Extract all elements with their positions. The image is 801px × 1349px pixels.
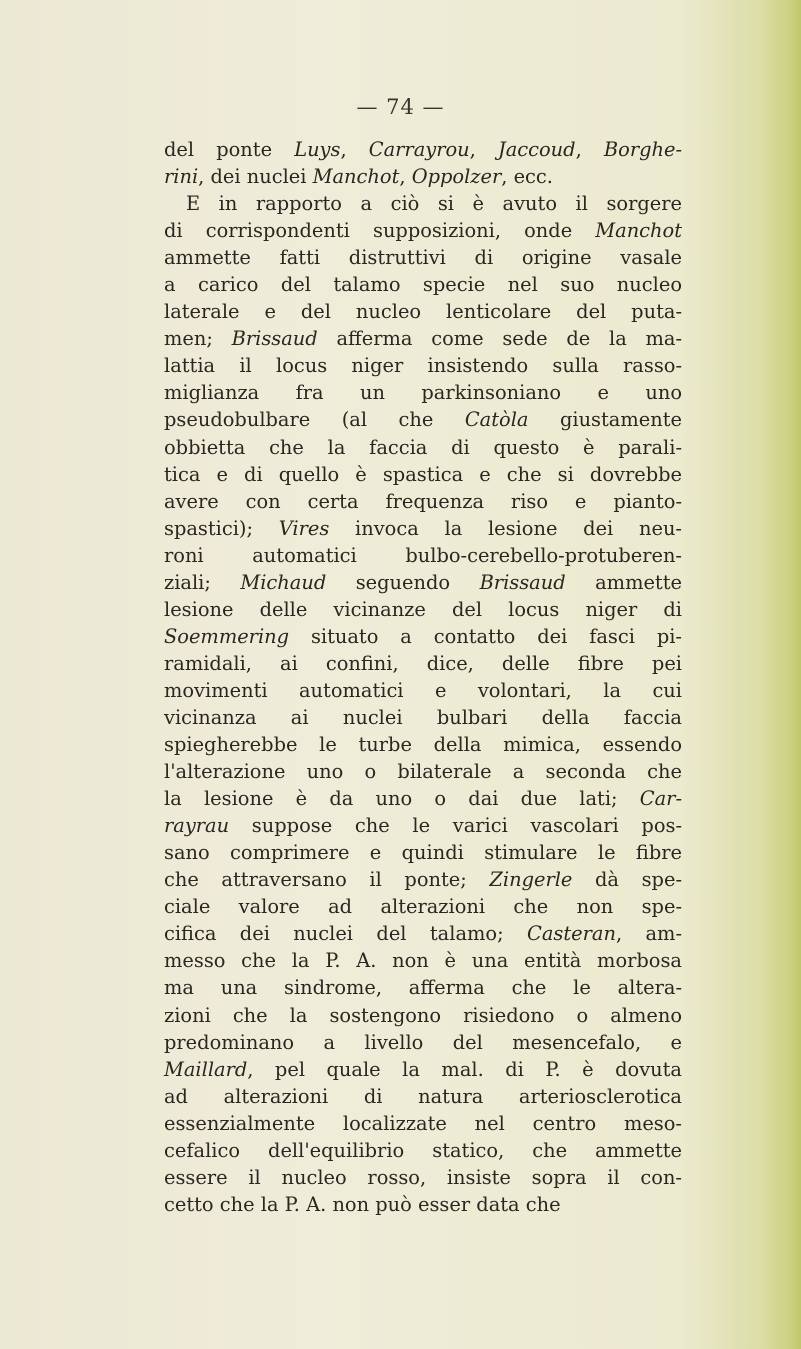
text-segment: a carico del talamo specie nel suo nucleo — [164, 273, 682, 297]
text-segment: afferma come sede de la ma- — [317, 327, 682, 351]
text-segment: men; — [164, 327, 232, 351]
text-segment: roni automatici bulbo-cerebello-protuberen- — [164, 543, 682, 567]
italic-name: Zingerle — [489, 868, 573, 892]
text-line — [164, 1137, 682, 1164]
text-segment: seguendo — [326, 570, 480, 594]
text-segment: , pel quale la mal. di P. è dovuta — [247, 1057, 682, 1081]
text-line — [164, 136, 682, 163]
text-line — [164, 704, 682, 731]
text-line — [164, 1029, 682, 1056]
italic-name: Brissaud — [231, 327, 318, 351]
text-line — [164, 352, 682, 379]
text-line — [164, 1083, 682, 1110]
body-text — [164, 136, 682, 1218]
text-segment: dà spe- — [572, 868, 682, 892]
text-line — [164, 244, 682, 271]
italic-name: Brissaud — [479, 570, 566, 594]
text-segment: predominano a livello del mesencefalo, e — [164, 1030, 682, 1054]
text-line — [164, 650, 682, 677]
text-segment: l'alterazione uno o bilaterale a seconda che — [164, 760, 682, 784]
text-line — [164, 974, 682, 1001]
text-line — [164, 785, 682, 812]
text-line — [164, 1164, 682, 1191]
text-segment: messo che la P. A. non è una entità morbosa — [164, 949, 682, 973]
text-segment: , — [340, 138, 369, 161]
text-segment: situato a contatto dei fasci pi- — [289, 624, 682, 648]
text-segment: miglianza fra un parkinsoniano e uno — [164, 381, 682, 405]
italic-name: Maillard — [164, 1057, 248, 1081]
text-line — [164, 1110, 682, 1137]
text-segment: essenzialmente localizzate nel centro meso- — [164, 1111, 682, 1135]
italic-name: Car- — [639, 787, 682, 811]
text-line — [164, 893, 682, 920]
text-segment: essere il nucleo rosso, insiste sopra il con- — [164, 1165, 682, 1189]
text-segment: ad alterazioni di natura arteriosclerotica — [164, 1084, 682, 1108]
text-line — [164, 677, 682, 704]
text-segment: la lesione è da uno o dai due lati; — [164, 787, 640, 811]
italic-name: Borghe- — [603, 138, 683, 161]
text-segment: cefalico dell'equilibrio statico, che ammette — [164, 1138, 682, 1162]
italic-name: Michaud — [240, 570, 327, 594]
text-line — [164, 596, 682, 623]
text-segment: , — [469, 138, 498, 161]
text-segment: movimenti automatici e volontari, la cui — [164, 678, 682, 702]
text-segment: ammette fatti distruttivi di origine vasale — [164, 246, 682, 270]
text-line — [164, 623, 682, 650]
text-line — [164, 488, 682, 515]
italic-name: Casteran — [527, 922, 616, 946]
text-segment: , — [399, 165, 412, 189]
text-line — [164, 325, 682, 352]
text-line — [164, 190, 682, 217]
text-line — [164, 1191, 682, 1218]
text-segment: cetto che la P. A. non può esser data che — [164, 1192, 561, 1216]
italic-name: Jaccoud — [497, 138, 576, 161]
text-segment: invoca la lesione dei neu- — [329, 516, 682, 540]
italic-name: Manchot — [595, 219, 682, 243]
text-line — [164, 271, 682, 298]
text-segment: lesione delle vicinanze del locus niger di — [164, 597, 682, 621]
text-segment: vicinanza ai nuclei bulbari della faccia — [164, 705, 682, 729]
text-segment: , ecc. — [501, 165, 553, 189]
text-line — [164, 434, 682, 461]
text-segment: del ponte — [164, 138, 295, 161]
text-line — [164, 461, 682, 488]
page-edge-stain — [761, 0, 801, 1349]
text-segment: ciale valore ad alterazioni che non spe- — [164, 895, 682, 919]
text-segment: , — [575, 138, 604, 161]
text-segment: lattia il locus niger insistendo sulla rasso- — [164, 354, 682, 378]
italic-name: Luys — [294, 138, 341, 161]
text-line — [164, 542, 682, 569]
italic-name: Vires — [278, 516, 330, 540]
text-segment: zioni che la sostengono risiedono o almeno — [164, 1003, 682, 1027]
text-line — [164, 758, 682, 785]
text-line — [164, 1056, 682, 1083]
italic-name: rayrau — [164, 814, 230, 838]
text-line — [164, 379, 682, 406]
text-segment: , dei nuclei — [198, 165, 313, 189]
text-line — [164, 298, 682, 325]
text-segment: avere con certa frequenza riso e pianto- — [164, 489, 682, 513]
text-line — [164, 866, 682, 893]
text-segment: tica e di quello è spastica e che si dovrebbe — [164, 462, 682, 486]
text-line — [164, 920, 682, 947]
text-segment: spiegherebbe le turbe della mimica, essendo — [164, 733, 682, 757]
text-line — [164, 1002, 682, 1029]
text-segment: cifica dei nuclei del talamo; — [164, 922, 527, 946]
italic-name: Soemmering — [164, 624, 290, 648]
text-line — [164, 163, 682, 190]
text-line — [164, 217, 682, 244]
italic-name: Carrayrou — [368, 138, 470, 161]
text-segment: pseudobulbare (al che — [164, 408, 465, 432]
text-segment: ammette — [565, 570, 682, 594]
page-number: — 74 — — [356, 95, 445, 119]
text-line — [164, 839, 682, 866]
text-segment: giustamente — [528, 408, 682, 432]
text-line — [164, 731, 682, 758]
italic-name: Manchot — [312, 165, 400, 189]
italic-name: Oppolzer — [411, 165, 502, 189]
text-line — [164, 947, 682, 974]
italic-name: rini — [164, 165, 199, 189]
text-segment: che attraversano il ponte; — [164, 868, 490, 892]
text-segment: E in rapporto a ciò si è avuto il sorgere — [186, 192, 682, 216]
italic-name: Catòla — [464, 408, 529, 432]
text-segment: di corrispondenti supposizioni, onde — [164, 219, 596, 243]
text-line — [164, 406, 682, 433]
text-segment: ziali; — [164, 570, 241, 594]
text-line — [164, 569, 682, 596]
text-segment: laterale e del nucleo lenticolare del puta- — [164, 300, 682, 324]
text-segment: , am- — [615, 922, 682, 946]
text-segment: obbietta che la faccia di questo è parali- — [164, 435, 682, 459]
text-segment: ma una sindrome, afferma che le altera- — [164, 976, 682, 1000]
text-line — [164, 812, 682, 839]
text-segment: suppose che le varici vascolari pos- — [229, 814, 682, 838]
text-segment: ramidali, ai confini, dice, delle fibre pei — [164, 651, 682, 675]
text-segment: spastici); — [164, 516, 279, 540]
text-line — [164, 515, 682, 542]
text-segment: sano comprimere e quindi stimulare le fibre — [164, 841, 682, 865]
